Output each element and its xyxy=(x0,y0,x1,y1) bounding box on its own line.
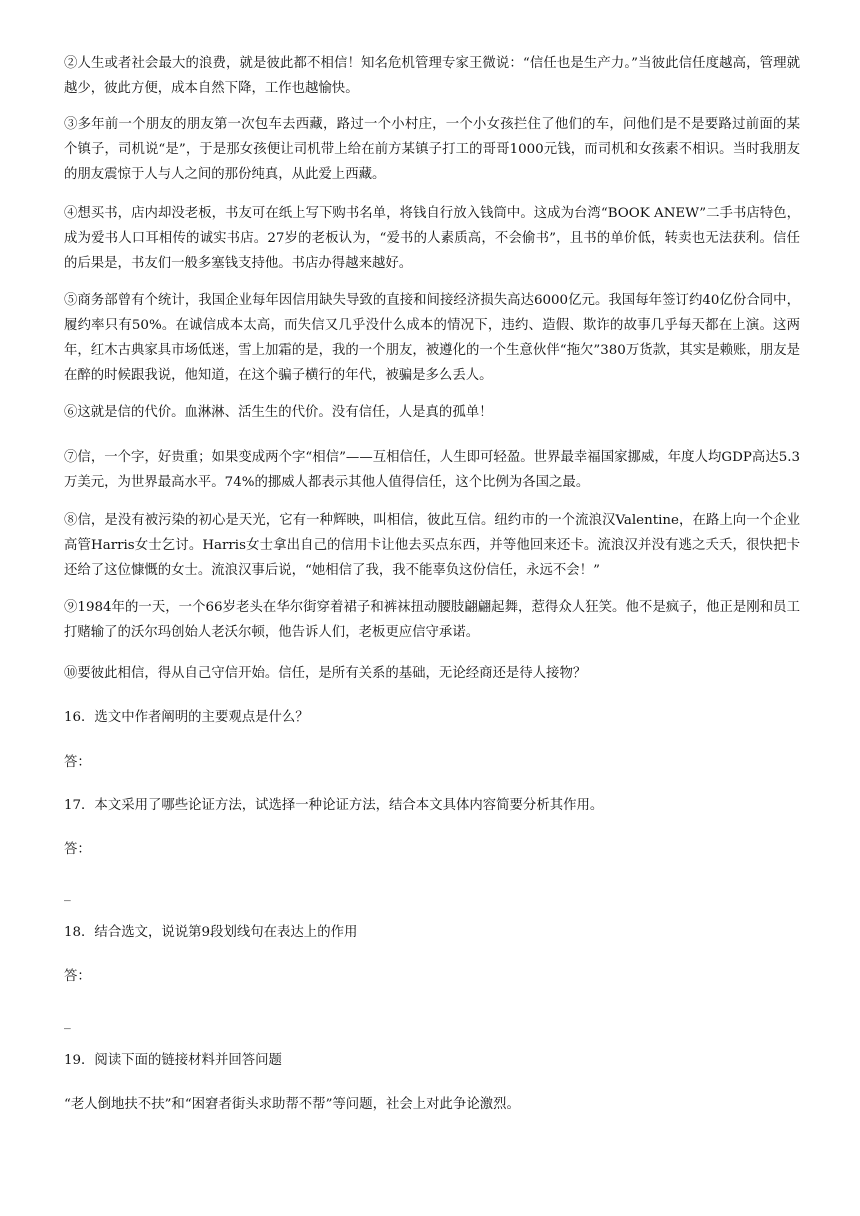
question-17-answer-label: 答： xyxy=(64,842,91,857)
paragraph-6: ⑥这就是信的代价。血淋淋、活生生的代价。没有信任，人是真的孤单！ xyxy=(64,405,493,420)
question-18-answer-label: 答： xyxy=(64,969,91,984)
paragraph-3: ③多年前一个朋友的朋友第一次包车去西藏，路过一个小村庄，一个小女孩拦住了他们的车，问他们是不是要路过前面的某个镇子，司机说“是”，于是那女孩便让司机带上给在前方某镇子打工的哥哥1000元钱，而司机和女孩素不相识。当时我朋友的朋友震惊于人与人之间的那份纯真，从此爱上西藏。 xyxy=(64,117,800,182)
paragraph-9: ⑨1984年的一天，一个66岁老头在华尔街穿着裙子和裤袜扭动腰肢翩翩起舞，惹得众人狂笑。他不是疯子，他正是刚和员工打赌输了的沃尔玛创始人老沃尔顿，他告诉人们，老板更应信守承诺。 xyxy=(64,600,800,640)
paragraph-4: ④想买书，店内却没老板，书友可在纸上写下购书名单，将钱自行放入钱筒中。这成为台湾“BOOK ANEW”二手书店特色，成为爱书人口耳相传的诚实书店。27岁的老板认为，“爱书的人素质高，不会偷书”，且书的单价低，转卖也无法获利。信任的后果是，书友们一般多塞钱支持他。书店办得越来越好。 xyxy=(64,206,800,271)
paragraph-5: ⑤商务部曾有个统计，我国企业每年因信用缺失导致的直接和间接经济损失高达6000亿元。我国每年签订约40亿份合同中，履约率只有50%。在诚信成本太高，而失信又几乎没什么成本的情况下，违约、造假、欺诈的故事几乎每天都在上演。这两年，红木古典家具市场低迷，雪上加霜的是，我的一个朋友，被遵化的一个生意伙伴“拖欠”380万货款，其实是赖账，朋友是在醉的时候跟我说，他知道，在这个骗子横行的年代，被骗是多么丢人。 xyxy=(64,293,800,383)
paragraph-8: ⑧信，是没有被污染的初心是天光，它有一种辉映，叫相信，彼此互信。纽约市的一个流浪汉Valentine，在路上向一个企业高管Harris女士乞讨。Harris女士拿出自己的信用卡让他去买点东西，并等他回来还卡。流浪汉并没有逃之夭夭，很快把卡还给了这位慷慨的女士。流浪汉事后说，“她相信了我，我不能辜负这份信任，永远不会！” xyxy=(64,513,800,578)
question-17: 17．本文采用了哪些论证方法，试选择一种论证方法，结合本文具体内容简要分析其作用。 xyxy=(64,798,604,813)
paragraph-10: ⑩要彼此相信，得从自己守信开始。信任，是所有关系的基础，无论经商还是待人接物？ xyxy=(64,666,587,681)
paragraph-2: ②人生或者社会最大的浪费，就是彼此都不相信！知名危机管理专家王微说：“信任也是生产力。”当彼此信任度越高，管理就越少，彼此方便，成本自然下降，工作也越愉快。 xyxy=(64,56,800,96)
question-16-answer-label: 答： xyxy=(64,755,91,770)
question-16: 16．选文中作者阐明的主要观点是什么？ xyxy=(64,710,309,725)
question-19: 19．阅读下面的链接材料并回答问题 xyxy=(64,1053,282,1068)
question-19-material: “老人倒地扶不扶”和“困窘者街头求助帮不帮”等问题，社会上对此争论激烈。 xyxy=(64,1097,520,1112)
question-18-answer-blank: _ xyxy=(64,1015,71,1030)
question-18: 18．结合选文，说说第9段划线句在表达上的作用 xyxy=(64,925,358,940)
paragraph-7: ⑦信，一个字，好贵重；如果变成两个字“相信”——互相信任，人生即可轻盈。世界最幸福国家挪威，年度人均GDP高达5.3万美元，为世界最高水平。74%的挪威人都表示其他人值得信任，这个比例为各国之最。 xyxy=(64,450,800,490)
question-17-answer-blank: _ xyxy=(64,887,71,902)
